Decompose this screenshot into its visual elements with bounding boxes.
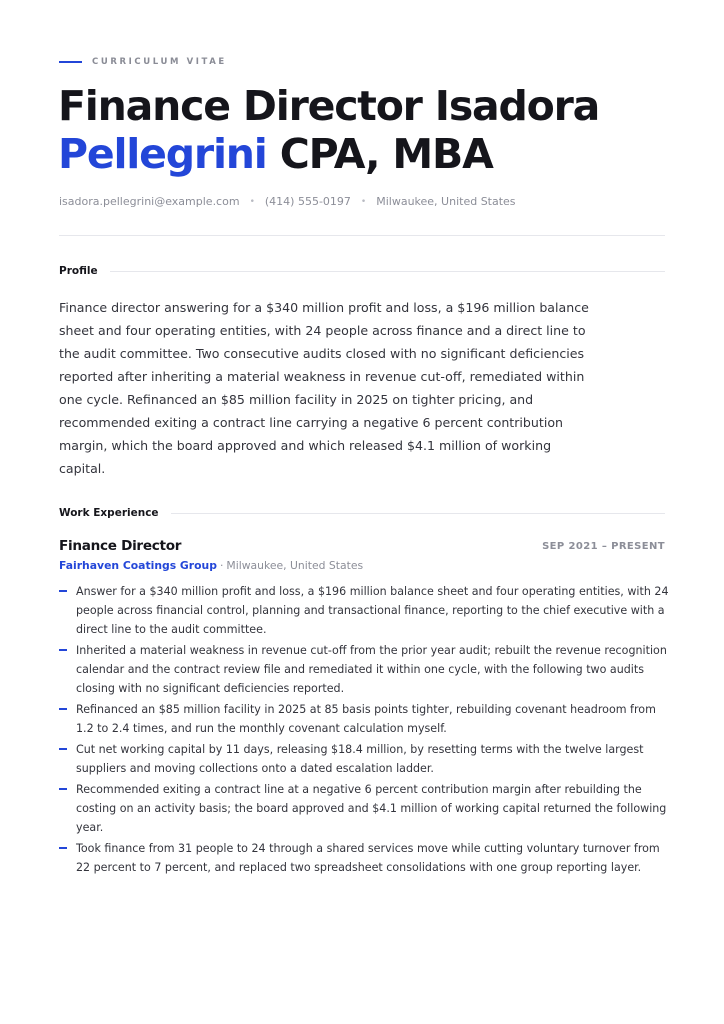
bullet-dash <box>59 748 67 750</box>
bullet-text: Refinanced an $85 million facility in 2025 at 85 basis points tighter, rebuilding covenant headroom from 1.2 to 2.4 times, and run the monthly covenant calculation myself. <box>76 703 656 735</box>
header-divider <box>59 235 665 236</box>
company-separator: · <box>219 559 224 572</box>
bullet-text: Recommended exiting a contract line at a negative 6 percent contribution margin after rebuilding the costing on an activity basis; the board approved and $4.1 million of working capital returned the following year. <box>76 783 667 834</box>
contact-separator: • <box>249 196 255 207</box>
bullet-dash <box>59 788 67 790</box>
section-rule <box>171 513 665 514</box>
profile-text: Finance director answering for a $340 million profit and loss, a $196 million balance sheet and four operating entities, with 24 people across finance and a direct line to the audit committee. Two consecutive audits closed with no significant deficiencies reported after inheriting a material weakness in revenue cut-off, remediated within one cycle. Refinanced an $85 million facility in 2025 on tighter pricing, and recommended exiting a contract line carrying a negative 6 percent contribution margin, which the board approved and which released $4.1 million of working capital. <box>59 300 589 476</box>
name-line1: Finance Director Isadora <box>58 82 600 130</box>
bullet-text: Cut net working capital by 11 days, releasing $18.4 million, by resetting terms with the twelve largest suppliers and moving collections onto a dated escalation ladder. <box>76 743 644 775</box>
contact-separator: • <box>360 196 367 207</box>
list-item <box>59 582 669 639</box>
job-location: Milwaukee, United States <box>226 559 364 572</box>
contact-phone[interactable]: (414) 555-0197 <box>264 195 351 208</box>
eyebrow-rule <box>59 61 82 63</box>
eyebrow <box>59 57 227 67</box>
job-company-row <box>59 559 363 572</box>
experience-section-heading <box>59 507 665 519</box>
bullet-dash <box>59 847 67 849</box>
experience-heading: Work Experience <box>59 507 159 519</box>
job-title: Finance Director <box>59 538 182 554</box>
page-title <box>58 82 678 178</box>
bullet-text: Answer for a $340 million profit and loss, a $196 million balance sheet and four operating entities, with 24 people across financial control, planning and transactional finance, reporting to the chief executive with a direct line to the audit committee. <box>76 585 669 636</box>
bullet-text: Inherited a material weakness in revenue cut-off from the prior year audit; rebuilt the revenue recognition calendar and the contract review file and remediated it within one cycle, with the following two audits closing with no significant deficiencies reported. <box>76 644 667 695</box>
profile-heading: Profile <box>59 265 98 277</box>
contact-email[interactable]: isadora.pellegrini@example.com <box>59 195 240 208</box>
list-item <box>59 839 669 877</box>
name-rest: CPA, MBA <box>266 130 493 178</box>
bullet-dash <box>59 708 67 710</box>
eyebrow-label: CURRICULUM VITAE <box>92 57 227 67</box>
section-rule <box>110 271 665 272</box>
list-item <box>59 740 669 778</box>
list-item <box>59 780 669 837</box>
list-item <box>59 641 669 698</box>
name-accent: Pellegrini <box>58 130 267 178</box>
job-company: Fairhaven Coatings Group <box>59 559 217 572</box>
profile-section-heading <box>59 265 665 277</box>
job-bullets <box>59 582 669 879</box>
bullet-text: Took finance from 31 people to 24 through a shared services move while cutting voluntary turnover from 22 percent to 7 percent, and replaced two spreadsheet consolidations with one group reporting layer. <box>76 842 660 874</box>
contact-row <box>59 195 516 208</box>
list-item <box>59 700 669 738</box>
contact-location: Milwaukee, United States <box>376 195 516 208</box>
job-dates: SEP 2021 – PRESENT <box>542 541 665 552</box>
bullet-dash <box>59 590 67 592</box>
bullet-dash <box>59 649 67 651</box>
